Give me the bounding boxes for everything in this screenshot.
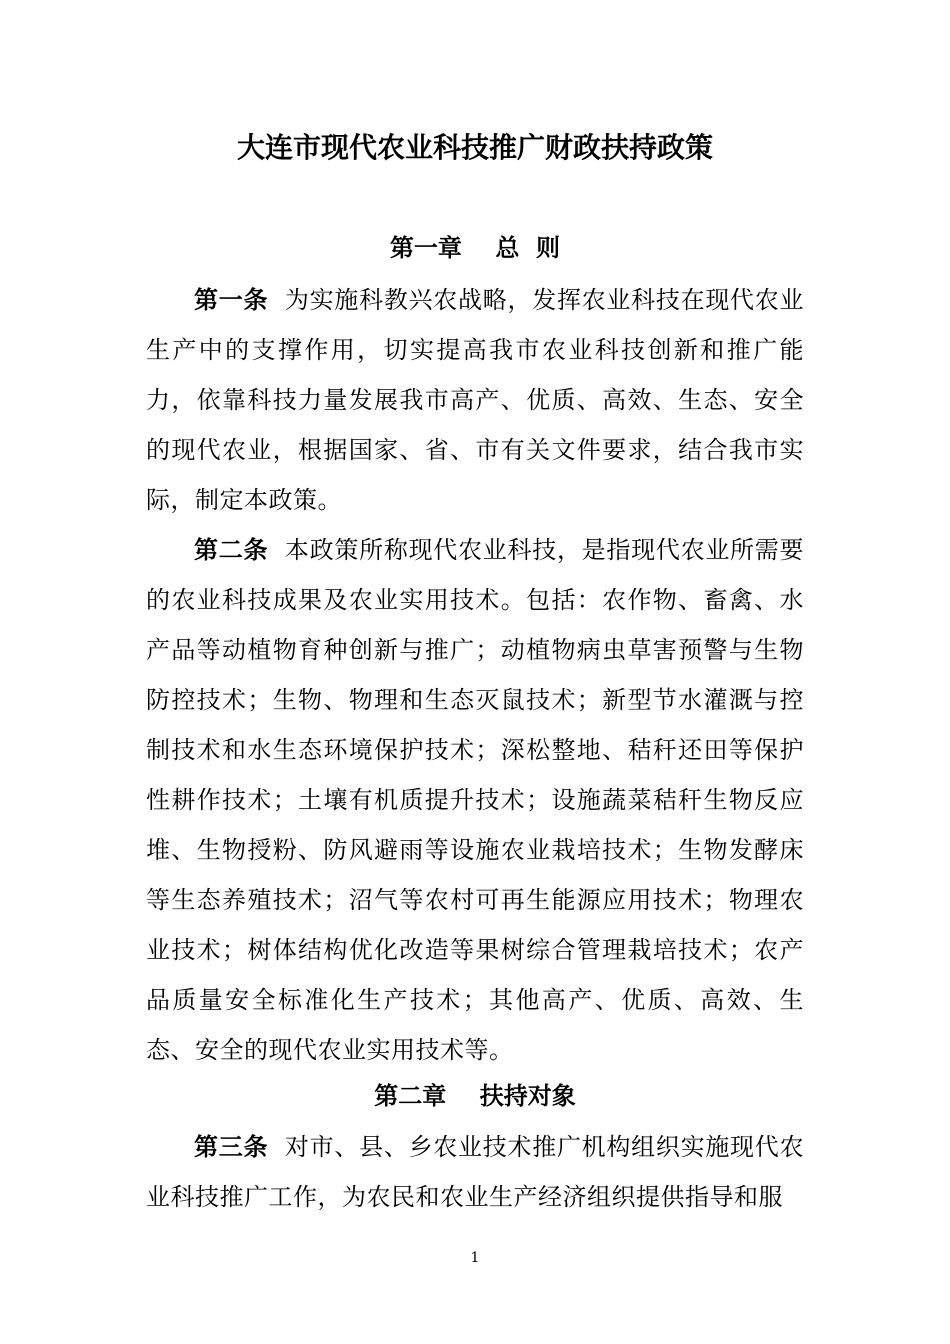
article-2 [146,525,804,1075]
article-2-label: 第二条 [194,536,269,564]
article-1 [146,275,804,525]
article-3 [146,1122,804,1222]
chapter-1-heading: 第一章 总 则 [389,234,561,262]
article-1-text: 为实施科教兴农战略，发挥农业科技在现代农业生产中的支撑作用，切实提高我市农业科技创新和推广能力，依靠科技力量发展我市高产、优质、高效、生态、安全的现代农业，根据国家、省、市有关文件要求，结合我市实际，制定本政策。 [146,286,805,514]
article-3-label: 第三条 [194,1133,269,1161]
chapter-2-heading: 第二章 扶持对象 [374,1082,576,1110]
article-2-text: 本政策所称现代农业科技，是指现代农业所需要的农业科技成果及农业实用技术。包括：农作物、畜禽、水产品等动植物育种创新与推广；动植物病虫草害预警与生物防控技术；生物、物理和生态灭鼠技术；新型节水灌溉与控制技术和水生态环境保护技术；深松整地、秸秆还田等保护性耕作技术；土壤有机质提升技术；设施蔬菜秸秆生物反应堆、生物授粉、防风避雨等设施农业栽培技术；生物发酵床等生态养殖技术；沼气等农村可再生能源应用技术；物理农业技术；树体结构优化改造等果树综合管理栽培技术；农产品质量安全标准化生产技术；其他高产、优质、高效、生态、安全的现代农业实用技术等。 [146,536,805,1064]
document-title: 大连市现代农业科技推广财政扶持政策 [236,131,713,164]
article-3-text: 对市、县、乡农业技术推广机构组织实施现代农业科技推广工作，为农民和农业生产经济组织提供指导和服 [146,1133,805,1211]
article-1-label: 第一条 [194,286,269,314]
page-number: 1 [470,1250,480,1266]
